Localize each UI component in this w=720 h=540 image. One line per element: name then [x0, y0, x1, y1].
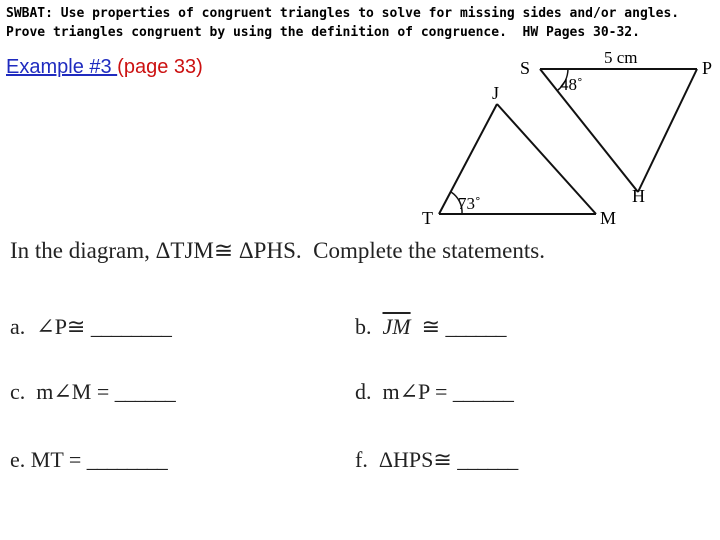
vertex-H-label: H — [632, 186, 645, 206]
statement-c-label: c. — [10, 379, 26, 404]
vertex-J-label: J — [492, 83, 500, 103]
example-page-ref: (page 33) — [117, 56, 203, 78]
example-link[interactable]: Example #3 — [6, 56, 118, 78]
statement-a-blank[interactable]: ________ — [90, 314, 171, 339]
objective-text — [6, 4, 714, 42]
statement-c-blank[interactable]: ______ — [114, 379, 175, 404]
statement-a — [10, 313, 171, 341]
statement-d-blank[interactable]: ______ — [452, 379, 513, 404]
statement-a-expr: ∠P≅ — [36, 314, 86, 339]
vertex-M-label: M — [600, 208, 617, 228]
vertex-P-label: P — [702, 58, 713, 78]
statement-b-blank[interactable]: ______ — [445, 314, 506, 339]
statement-c-expr: m∠M = — [36, 379, 110, 404]
statement-b-rel: ≅ — [421, 314, 441, 339]
example-heading — [6, 54, 203, 80]
statement-b-segment: $\overline{JM}$ — [382, 314, 411, 339]
angle-T-label: 73˚ — [458, 194, 481, 213]
side-SP-label: 5 cm — [604, 48, 638, 67]
statement-d — [355, 378, 513, 406]
statement-b-label: b. — [355, 314, 372, 339]
triangle-figure — [410, 44, 713, 234]
statement-b — [355, 313, 506, 341]
vertex-T-label: T — [422, 208, 433, 228]
statement-c — [10, 378, 175, 406]
statement-f-blank[interactable]: ______ — [457, 447, 518, 472]
statement-e-expr: MT = — [30, 447, 82, 472]
prompt-text: In the diagram, ΔTJM≅ ΔPHS. Complete the statements. — [10, 238, 545, 263]
segment-PH — [638, 69, 697, 192]
objective-line-2: Prove triangles congruent by using the definition of congruence. HW Pages 30-32. — [6, 25, 640, 40]
statement-e — [10, 446, 167, 474]
statement-d-label: d. — [355, 379, 372, 404]
vertex-S-label: S — [520, 58, 531, 78]
statement-f-expr: ΔHPS≅ — [378, 447, 452, 472]
angle-S-label: 48˚ — [560, 75, 583, 94]
statement-e-blank[interactable]: ________ — [86, 447, 167, 472]
segment-SH — [540, 69, 638, 192]
statement-d-expr: m∠P = — [382, 379, 448, 404]
objective-line-1: SWBAT: Use properties of congruent triangles to solve for missing sides and/or angles. — [6, 6, 680, 21]
statement-a-label: a. — [10, 314, 26, 339]
statement-f — [355, 446, 517, 474]
statement-e-label: e. — [10, 447, 26, 472]
statement-f-label: f. — [355, 447, 368, 472]
